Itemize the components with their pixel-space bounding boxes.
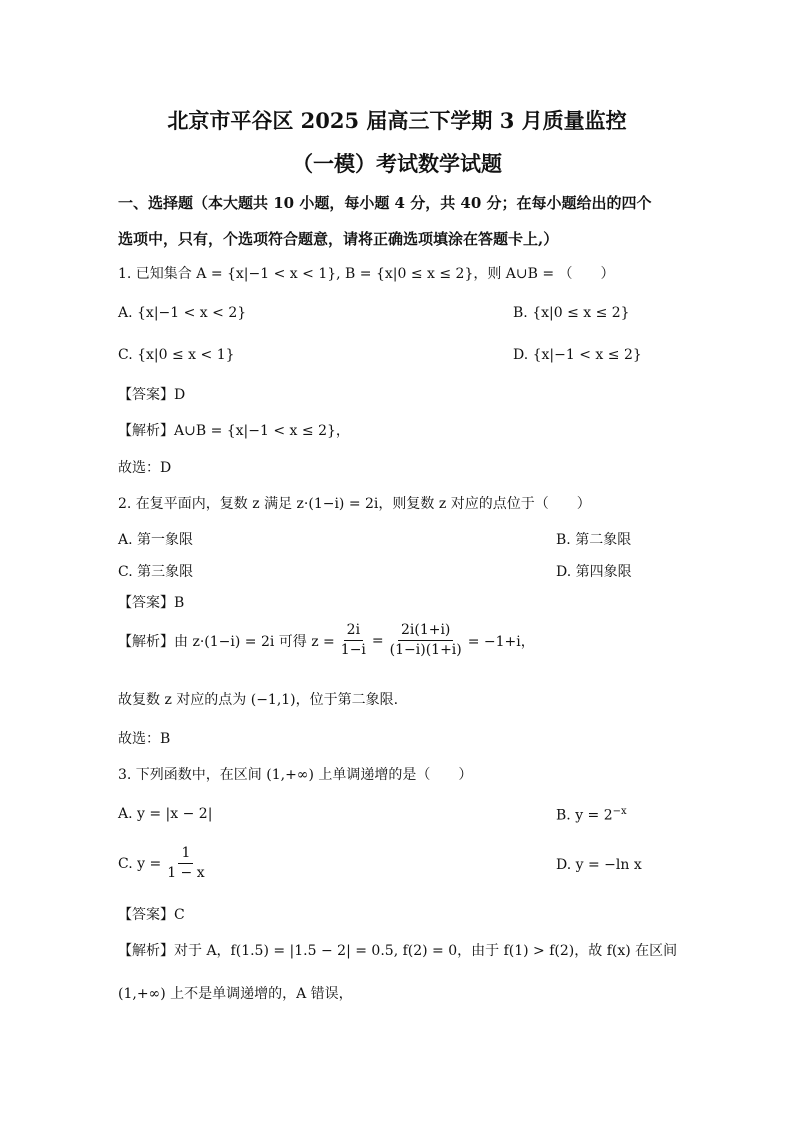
title-line-1: 北京市平谷区 2025 届高三下学期 3 月质量监控: [167, 108, 627, 133]
q2-fraction-2-numerator: 2i(1+i): [398, 622, 453, 641]
q2-fraction-2: [387, 622, 465, 659]
q2-point-line: 故复数 z 对应的点为 (−1,1)，位于第二象限.: [118, 692, 399, 708]
q1-option-c: C. {x|0 ≤ x < 1}: [118, 347, 235, 363]
q2-fraction-2-denominator: (1−i)(1+i): [389, 642, 462, 658]
q3-option-c-label: C. y =: [118, 855, 162, 872]
q2-option-c: C. 第三象限: [118, 564, 194, 580]
q2-analysis: [118, 622, 535, 659]
q2-fraction-1-denominator: 1−i: [340, 642, 366, 658]
q3-option-c-fraction: [164, 845, 207, 882]
q3-analysis-line-1: 【解析】对于 A，f(1.5) = |1.5 − 2| = 0.5, f(2) = 0，由于 f(1) > f(2)，故 f(x) 在区间: [118, 943, 678, 959]
q1-analysis: 【解析】A∪B = {x|−1 < x ≤ 2}，: [118, 423, 350, 439]
q3-option-c-numerator: 1: [178, 845, 193, 864]
section-heading-line-1: 一、选择题（本大题共 10 小题，每小题 4 分，共 40 分；在每小题给出的四个: [118, 194, 652, 212]
q2-fraction-1: [338, 622, 369, 659]
q1-option-b: B. {x|0 ≤ x ≤ 2}: [513, 305, 630, 321]
q3-stem: 3. 下列函数中，在区间 (1,+∞) 上单调递增的是（ ）: [118, 767, 473, 783]
q2-option-d: D. 第四象限: [556, 564, 632, 580]
q3-option-b-exponent: −x: [612, 806, 627, 817]
q2-option-b: B. 第二象限: [556, 532, 632, 548]
q2-analysis-prefix: 【解析】由 z·(1−i) = 2i 可得 z =: [118, 633, 335, 650]
q3-option-c-denominator: 1 − x: [167, 865, 205, 881]
q3-option-c: [118, 845, 211, 882]
q3-analysis-line-2: (1,+∞) 上不是单调递增的，A 错误，: [118, 986, 353, 1002]
q1-option-a: A. {x|−1 < x < 2}: [118, 305, 247, 321]
q2-fraction-1-numerator: 2i: [344, 622, 363, 641]
q1-conclusion: 故选：D: [118, 460, 172, 476]
q3-option-d: D. y = −ln x: [556, 857, 642, 873]
q1-option-d: D. {x|−1 < x ≤ 2}: [513, 347, 642, 363]
q3-option-a: A. y = |x − 2|: [118, 806, 213, 822]
q2-equals: =: [371, 632, 384, 649]
q2-answer: 【答案】B: [118, 595, 185, 611]
q2-option-a: A. 第一象限: [118, 532, 194, 548]
q1-stem: 1. 已知集合 A = {x|−1 < x < 1}, B = {x|0 ≤ x ≤ 2}，则 A∪B = （ ）: [118, 266, 615, 282]
q2-conclusion: 故选：B: [118, 731, 171, 747]
q2-analysis-suffix: = −1+i，: [467, 633, 535, 650]
q1-answer: 【答案】D: [118, 387, 186, 403]
section-heading-line-2: 选项中，只有，个选项符合题意，请将正确选项填涂在答题卡上,）: [118, 230, 559, 248]
q3-answer: 【答案】C: [118, 907, 185, 923]
q3-option-b: [556, 806, 627, 824]
q2-stem: 2. 在复平面内，复数 z 满足 z·(1−i) = 2i，则复数 z 对应的点位于（ ）: [118, 496, 591, 512]
title-line-2: （一模）考试数学试题: [292, 151, 502, 176]
q3-option-b-base: B. y = 2: [556, 807, 613, 824]
